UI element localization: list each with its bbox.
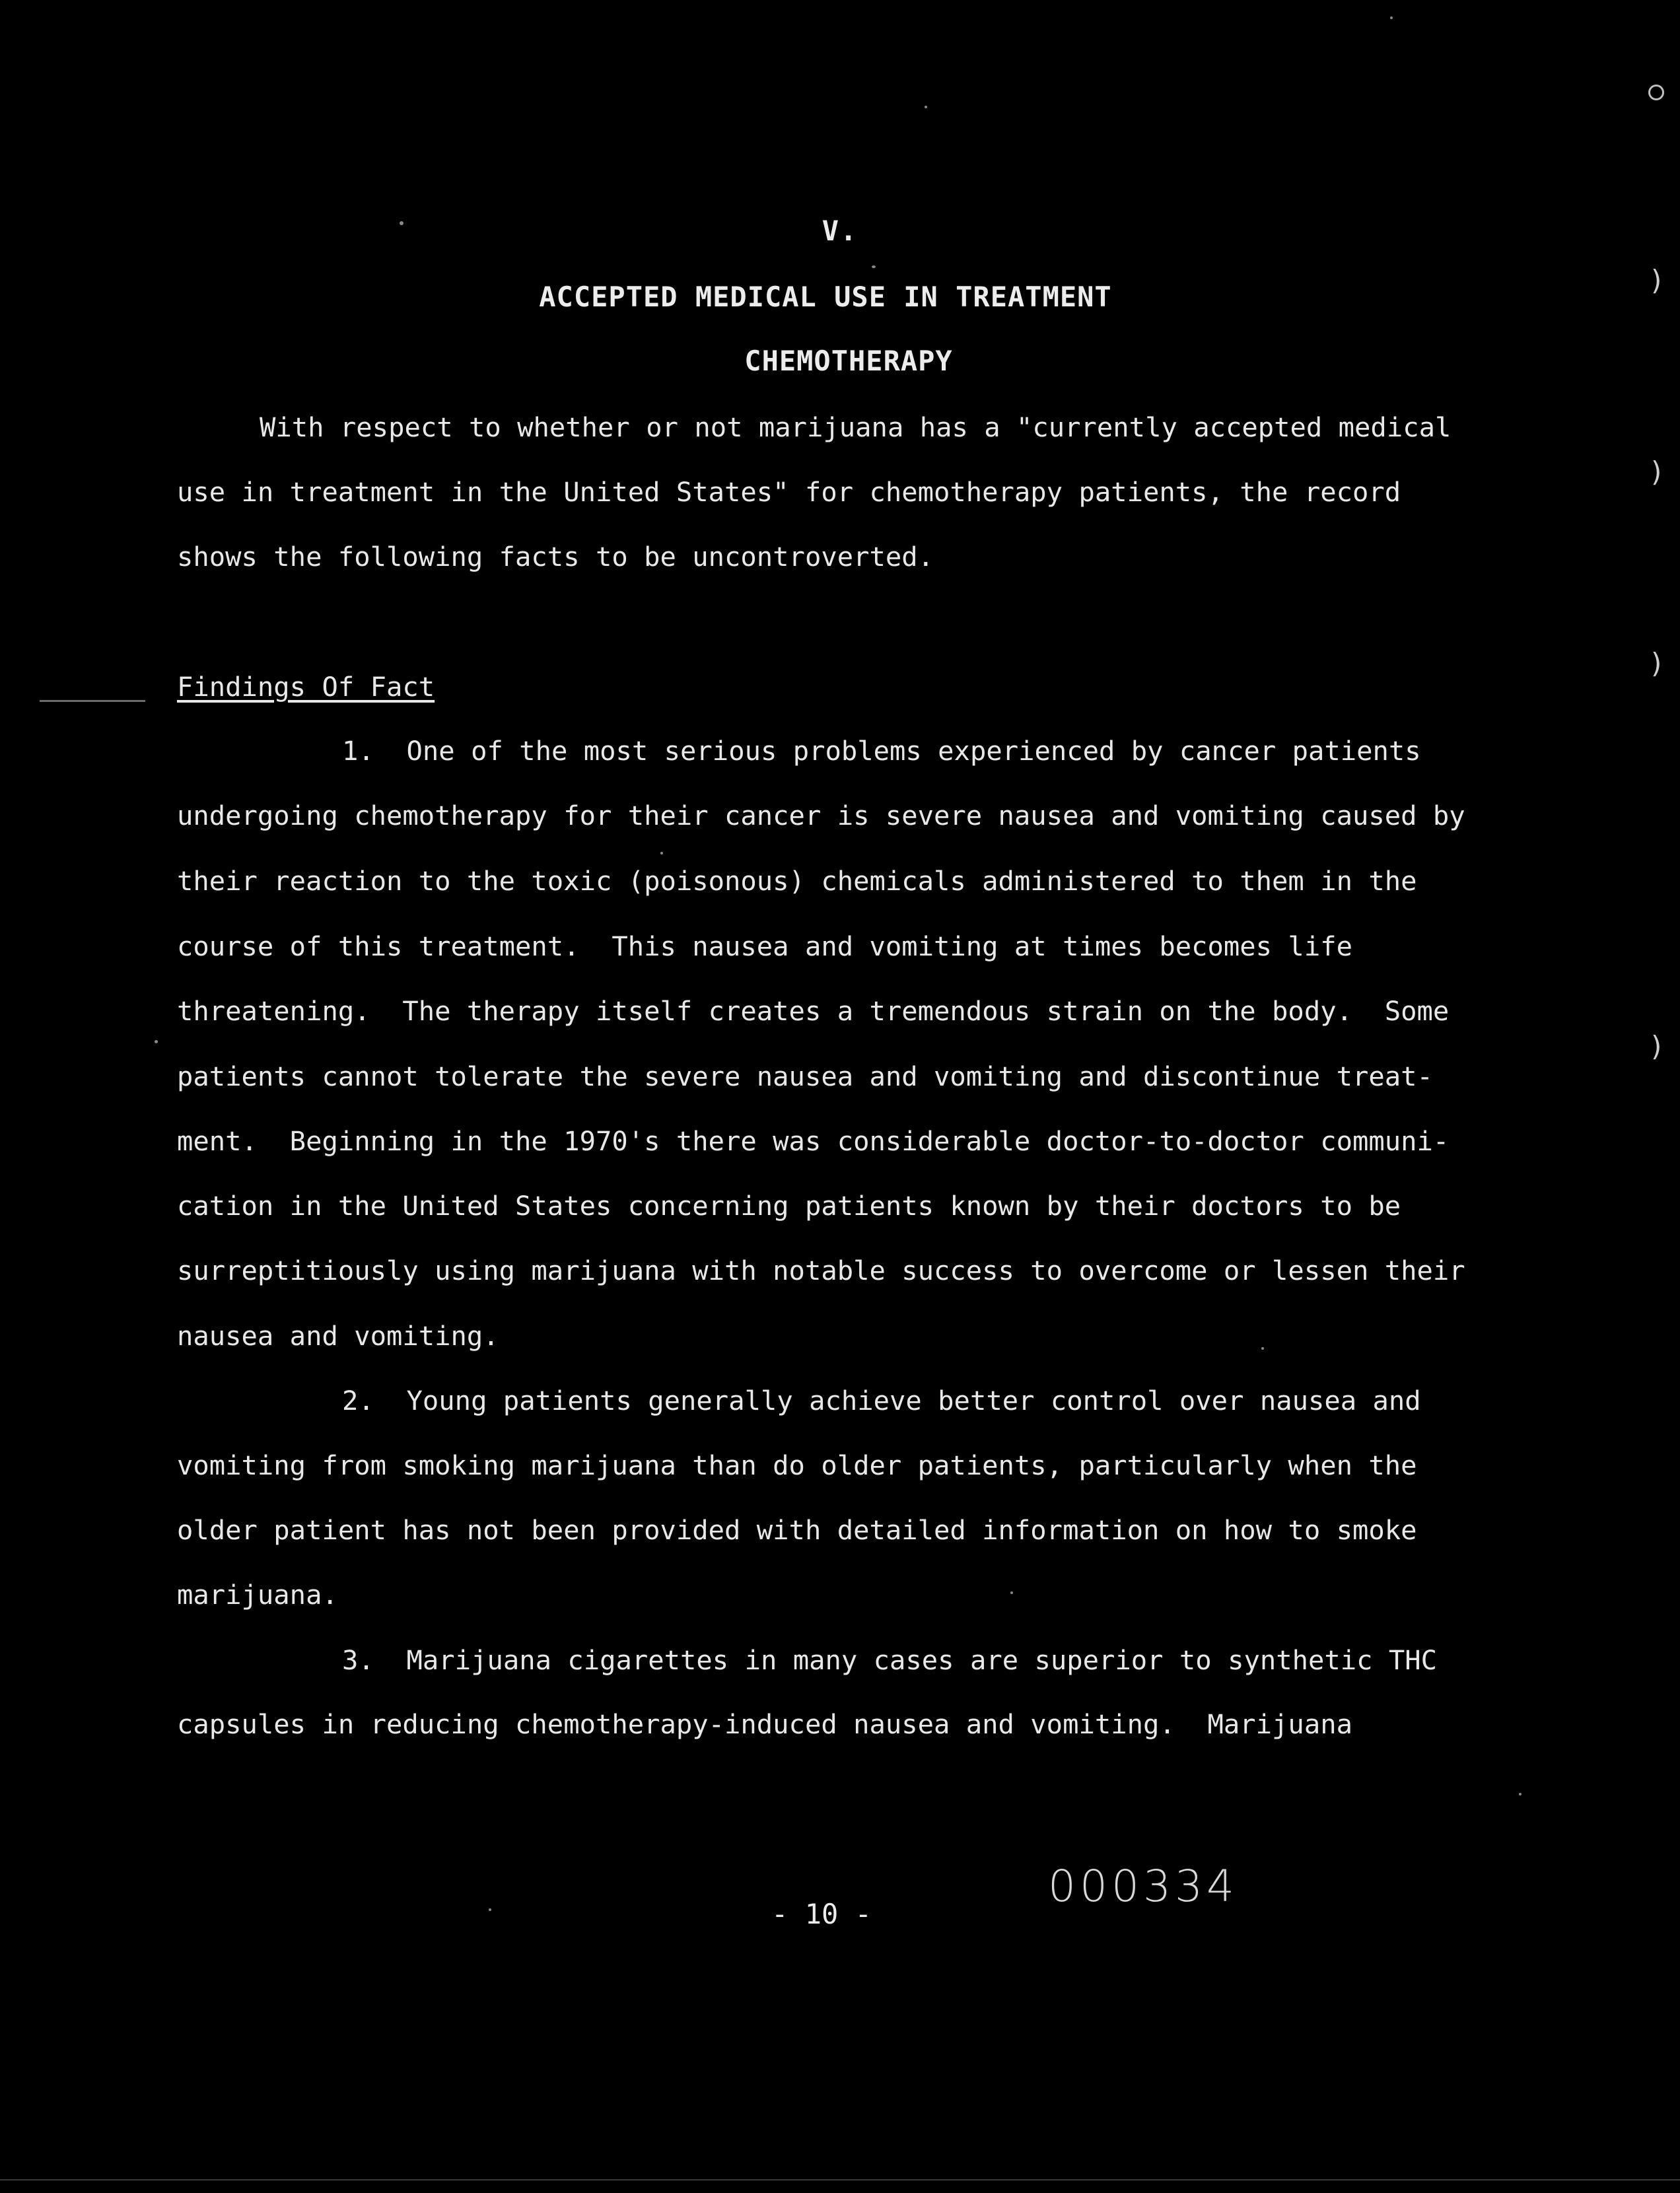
scan-speck [1390, 17, 1393, 19]
scan-edge-line [0, 2179, 1680, 2180]
binder-hole-mark: ) [1651, 264, 1662, 296]
finding-line: threatening. The therapy itself creates a tremendous strain on the body. Some [177, 995, 1450, 1027]
section-title: ACCEPTED MEDICAL USE IN TREATMENT [539, 281, 1112, 313]
scan-speck [155, 1040, 158, 1043]
intro-line-3: shows the following facts to be uncontroverted. [177, 541, 934, 573]
section-number: V. [822, 215, 858, 247]
section-subtitle: CHEMOTHERAPY [744, 345, 953, 377]
finding-line: 1. One of the most serious problems experienced by cancer patients [342, 735, 1421, 767]
scan-speck [400, 221, 403, 225]
binder-hole-mark: ) [1651, 1030, 1662, 1062]
scan-speck [872, 265, 876, 268]
scan-speck [489, 1908, 491, 1911]
page-number: - 10 - [771, 1898, 872, 1930]
scan-speck [1648, 85, 1664, 100]
findings-heading: Findings Of Fact [177, 671, 435, 703]
finding-line: vomiting from smoking marijuana than do older patients, particularly when the [177, 1449, 1417, 1481]
scan-speck [1010, 1591, 1013, 1594]
finding-line: undergoing chemotherapy for their cancer is severe nausea and vomiting caused by [177, 800, 1465, 831]
scan-dash [40, 700, 145, 702]
finding-line: surreptitiously using marijuana with notable success to overcome or lessen their [177, 1255, 1465, 1286]
scan-speck [1261, 1347, 1264, 1350]
finding-line: marijuana. [177, 1579, 338, 1611]
binder-hole-mark: ) [1651, 456, 1662, 488]
finding-line: nausea and vomiting. [177, 1320, 499, 1352]
intro-line-1: With respect to whether or not marijuana has a "currently accepted medical [260, 411, 1452, 443]
finding-line: course of this treatment. This nausea and vomiting at times becomes life [177, 930, 1352, 962]
intro-line-2: use in treatment in the United States" for chemotherapy patients, the record [177, 476, 1401, 508]
finding-line: ment. Beginning in the 1970's there was considerable doctor-to-doctor communi- [177, 1125, 1450, 1157]
finding-line: older patient has not been provided with detailed information on how to smoke [177, 1514, 1417, 1546]
finding-line: their reaction to the toxic (poisonous) chemicals administered to them in the [177, 865, 1417, 897]
finding-line: capsules in reducing chemotherapy-induced nausea and vomiting. Marijuana [177, 1708, 1352, 1740]
finding-line: cation in the United States concerning patients known by their doctors to be [177, 1190, 1401, 1222]
scan-speck [1519, 1793, 1522, 1795]
binder-hole-mark: ) [1651, 647, 1662, 679]
finding-line: 3. Marijuana cigarettes in many cases are superior to synthetic THC [342, 1644, 1438, 1676]
scan-speck [660, 852, 663, 854]
scan-speck [925, 106, 927, 108]
finding-line: patients cannot tolerate the severe nausea and vomiting and discontinue treat- [177, 1061, 1433, 1092]
finding-line: 2. Young patients generally achieve better control over nausea and [342, 1385, 1421, 1416]
bates-number: 000334 [1048, 1861, 1238, 1912]
